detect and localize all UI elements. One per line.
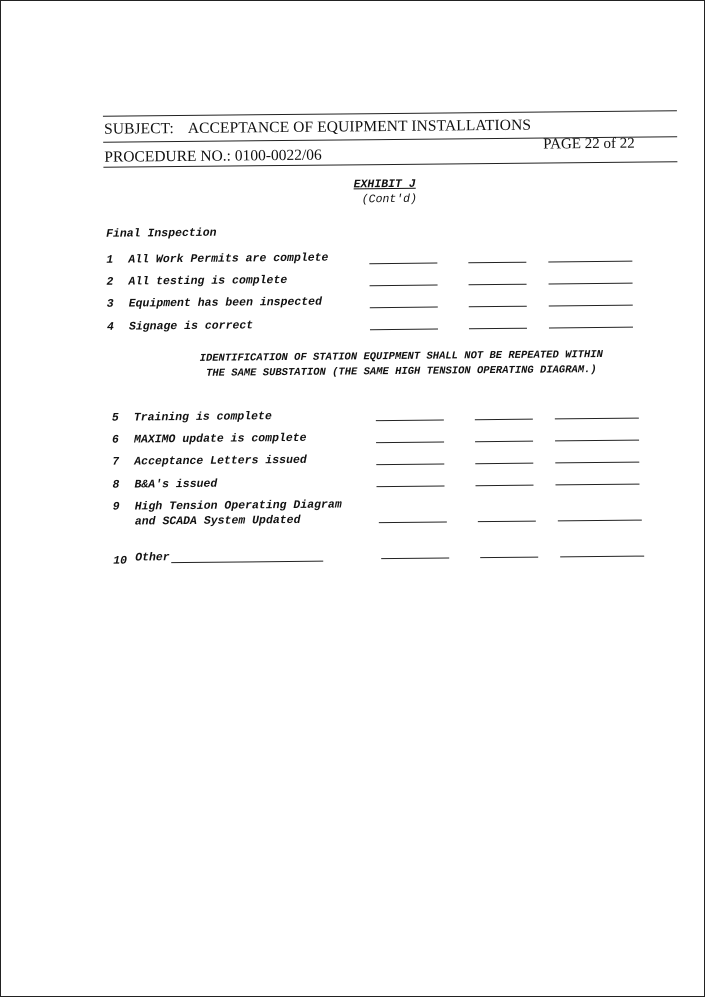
- item-number: 10: [113, 554, 128, 568]
- subject-label: SUBJECT:: [103, 120, 174, 138]
- other-write-in-line: [171, 549, 323, 563]
- item-number: 1: [106, 253, 114, 267]
- item-text-block: [135, 497, 342, 529]
- section-title: Final Inspection: [105, 226, 217, 241]
- checklist-item: [113, 549, 323, 569]
- item-text: High Tension Operating Diagram: [134, 498, 342, 514]
- item-text: Other: [135, 551, 170, 565]
- checklist-item: [112, 477, 217, 493]
- signature-blank: [475, 419, 533, 421]
- signature-blank: [549, 327, 633, 329]
- item-number: 4: [106, 320, 114, 334]
- signature-blank: [549, 283, 633, 285]
- signature-blank: [555, 418, 639, 420]
- item-text: All testing is complete: [128, 273, 288, 289]
- item-text: Acceptance Letters issued: [134, 453, 307, 469]
- item-number: 7: [112, 455, 120, 469]
- checklist-item: [112, 431, 307, 448]
- signature-blank: [376, 463, 444, 465]
- signature-blank: [555, 440, 639, 442]
- signature-blank: [549, 305, 633, 307]
- signature-blank: [370, 285, 438, 287]
- checklist-item: [112, 409, 272, 426]
- signature-blank: [370, 329, 438, 331]
- checklist-item: [106, 251, 328, 268]
- procedure-number: PROCEDURE NO.: 0100-0022/06: [104, 146, 322, 166]
- signature-blank: [475, 463, 533, 465]
- subject-line: [104, 117, 531, 139]
- item-number: 2: [106, 275, 114, 289]
- item-number: 8: [112, 478, 120, 492]
- signature-blank: [469, 306, 527, 308]
- item-text: All Work Permits are complete: [128, 251, 329, 267]
- notice-text: [171, 348, 631, 382]
- signature-blank: [548, 261, 632, 263]
- signature-blank: [376, 441, 444, 443]
- signature-blank: [469, 328, 527, 330]
- checklist-item: [107, 295, 322, 312]
- item-number: 5: [111, 411, 119, 425]
- subject-value: ACCEPTANCE OF EQUIPMENT INSTALLATIONS: [187, 116, 532, 137]
- item-number: 3: [106, 297, 114, 311]
- signature-blank: [560, 556, 644, 558]
- item-number: 9: [112, 500, 120, 514]
- signature-blank: [558, 520, 642, 522]
- signature-blank: [376, 485, 444, 487]
- item-text-continued: and SCADA System Updated: [134, 513, 301, 529]
- signature-blank: [555, 462, 639, 464]
- signature-blank: [478, 521, 536, 523]
- checklist-item: [106, 273, 287, 290]
- signature-blank: [468, 262, 526, 264]
- item-text: Equipment has been inspected: [128, 295, 323, 311]
- signature-blank: [381, 557, 449, 559]
- signature-blank: [469, 284, 527, 286]
- signature-blank: [475, 441, 533, 443]
- checklist-item: [112, 453, 307, 470]
- signature-blank: [370, 307, 438, 309]
- signature-blank: [475, 485, 533, 487]
- item-text: Signage is correct: [128, 319, 254, 334]
- checklist-item: [113, 497, 342, 529]
- header-top-rule: [103, 110, 677, 117]
- signature-blank: [376, 419, 444, 421]
- checklist-item: [107, 318, 253, 334]
- exhibit-continued: (Cont'd): [361, 192, 418, 207]
- notice-line-2: THE SAME SUBSTATION (THE SAME HIGH TENSION OPERATING DIAGRAM.): [206, 364, 597, 380]
- item-text: B&A's issued: [134, 477, 218, 492]
- signature-blank: [369, 263, 437, 265]
- exhibit-title: EXHIBIT J: [353, 177, 416, 192]
- signature-blank: [555, 484, 639, 486]
- signature-blank: [480, 557, 538, 559]
- signature-blank: [379, 521, 447, 523]
- page-number: PAGE 22 of 22: [543, 135, 635, 153]
- item-text: MAXIMO update is complete: [133, 431, 307, 447]
- item-number: 6: [111, 433, 120, 447]
- item-text: Training is complete: [133, 410, 272, 425]
- notice-line-1: IDENTIFICATION OF STATION EQUIPMENT SHALL NOT BE REPEATED WITHIN: [199, 348, 603, 365]
